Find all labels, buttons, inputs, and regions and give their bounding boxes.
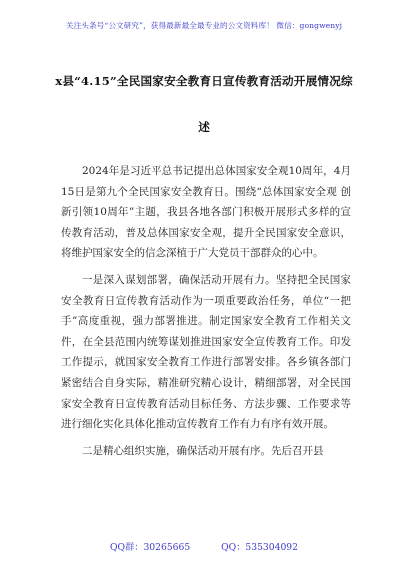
document-title-continued: 述 <box>198 120 210 134</box>
qq-number: QQ：535304092 <box>221 542 298 553</box>
contact-footer <box>0 539 408 553</box>
qq-group-number: QQ群：30265665 <box>110 542 191 553</box>
promo-banner: 关注头条号“公文研究”，获得最新最全最专业的公文资料库！ 微信：gongwenyj <box>65 21 343 30</box>
paragraph-planning: 一是深入谋划部署，确保活动开展有力。坚持把全民国家安全教育日宣传教育活动作为一项重要政治任务，单位“一把手”高度重视，强力部署推进。制定国家安全教育工作相关文件，在全县范围内统筹谋划推进国家安全宣传教育工作。印发工作提示，就国家安全教育工作进行部署安排。各乡镇各部门紧密结合自身实际，精准研究精心设计，精细部署，对全民国家安全教育日宣传教育活动目标任务、方法步骤、工作要求等进行细化实化具体化推动宣传教育工作有力有序有效开展。 <box>61 273 351 431</box>
document-body <box>61 161 351 461</box>
paragraph-organization: 二是精心组织实施，确保活动开展有序。先后召开县 <box>82 444 324 457</box>
document-title: x县“4.15”全民国家安全教育日宣传教育活动开展情况综 <box>55 74 353 88</box>
paragraph-intro: 2024年是习近平总书记提出总体国家安全观10周年，4月15日是第九个全民国家安全教育日。围绕“总体国家安全观 创新引领10周年”主题，我县各地各部门积极开展形式多样的宣传教育活动，普及总体国家安全观，提升全民国家安全意识，将维护国家安全的信念深植于广大党员干部群众的心中。 <box>61 165 351 260</box>
